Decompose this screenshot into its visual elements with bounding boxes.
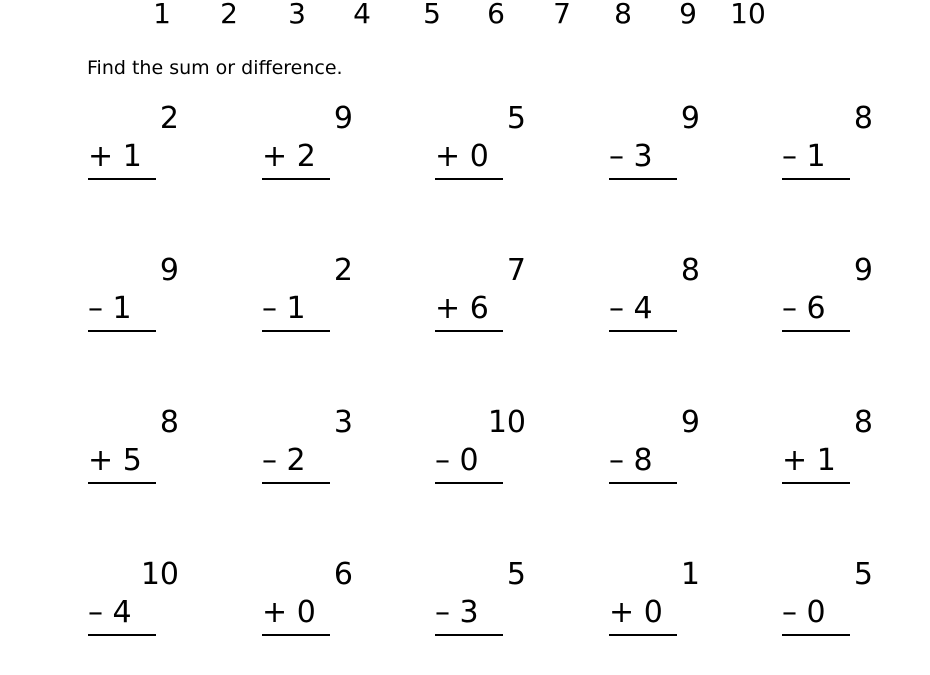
math-problem bbox=[262, 403, 382, 523]
operator-line bbox=[609, 289, 653, 329]
operator-sign: + bbox=[435, 139, 461, 174]
operator-sign: – bbox=[609, 443, 624, 478]
bottom-number: 8 bbox=[633, 443, 653, 478]
operator-sign: – bbox=[782, 595, 797, 630]
bottom-number: 6 bbox=[469, 291, 489, 326]
answer-line bbox=[88, 178, 156, 180]
top-number: 10 bbox=[487, 405, 526, 440]
bottom-number: 2 bbox=[286, 443, 306, 478]
top-number: 3 bbox=[333, 405, 353, 440]
math-problem bbox=[88, 555, 208, 675]
math-problem bbox=[262, 99, 382, 219]
operator-line bbox=[88, 289, 132, 329]
operator-sign: – bbox=[609, 139, 624, 174]
top-number: 6 bbox=[333, 557, 353, 592]
answer-line bbox=[782, 330, 850, 332]
top-number: 8 bbox=[853, 101, 873, 136]
number-line bbox=[0, 0, 930, 34]
operator-line bbox=[782, 137, 826, 177]
top-number: 8 bbox=[159, 405, 179, 440]
math-problem bbox=[609, 99, 729, 219]
math-problem bbox=[782, 251, 902, 371]
operator-sign: – bbox=[262, 291, 277, 326]
operator-line bbox=[262, 593, 316, 633]
answer-line bbox=[609, 178, 677, 180]
operator-sign: + bbox=[782, 443, 808, 478]
math-problem bbox=[88, 99, 208, 219]
answer-line bbox=[435, 634, 503, 636]
top-number: 9 bbox=[680, 405, 700, 440]
operator-line bbox=[88, 441, 142, 481]
answer-line bbox=[435, 178, 503, 180]
answer-line bbox=[609, 634, 677, 636]
answer-line bbox=[262, 482, 330, 484]
operator-line bbox=[88, 137, 142, 177]
operator-line bbox=[435, 593, 479, 633]
operator-sign: + bbox=[435, 291, 461, 326]
math-problem bbox=[609, 251, 729, 371]
bottom-number: 5 bbox=[122, 443, 142, 478]
math-problem bbox=[435, 403, 555, 523]
top-number: 9 bbox=[333, 101, 353, 136]
answer-line bbox=[262, 634, 330, 636]
operator-sign: + bbox=[262, 139, 288, 174]
operator-sign: + bbox=[609, 595, 635, 630]
bottom-number: 3 bbox=[633, 139, 653, 174]
operator-line bbox=[262, 289, 306, 329]
operator-sign: + bbox=[88, 139, 114, 174]
bottom-number: 1 bbox=[286, 291, 306, 326]
math-problem bbox=[609, 555, 729, 675]
math-problem bbox=[782, 403, 902, 523]
answer-line bbox=[782, 482, 850, 484]
operator-sign: – bbox=[435, 443, 450, 478]
number-line-item: 7 bbox=[553, 0, 571, 30]
number-line-item: 1 bbox=[153, 0, 171, 30]
bottom-number: 2 bbox=[296, 139, 316, 174]
answer-line bbox=[88, 634, 156, 636]
number-line-item: 9 bbox=[679, 0, 697, 30]
answer-line bbox=[88, 330, 156, 332]
math-problem bbox=[435, 99, 555, 219]
answer-line bbox=[262, 178, 330, 180]
top-number: 5 bbox=[506, 557, 526, 592]
math-problem bbox=[782, 555, 902, 675]
operator-line bbox=[782, 289, 826, 329]
bottom-number: 0 bbox=[459, 443, 479, 478]
math-problem bbox=[88, 403, 208, 523]
top-number: 2 bbox=[159, 101, 179, 136]
bottom-number: 6 bbox=[806, 291, 826, 326]
top-number: 5 bbox=[506, 101, 526, 136]
operator-line bbox=[262, 441, 306, 481]
number-line-item: 3 bbox=[288, 0, 306, 30]
bottom-number: 4 bbox=[633, 291, 653, 326]
bottom-number: 0 bbox=[806, 595, 826, 630]
math-problem bbox=[782, 99, 902, 219]
top-number: 8 bbox=[853, 405, 873, 440]
top-number: 7 bbox=[506, 253, 526, 288]
operator-line bbox=[435, 441, 479, 481]
answer-line bbox=[782, 634, 850, 636]
math-problem bbox=[435, 555, 555, 675]
number-line-item: 2 bbox=[220, 0, 238, 30]
top-number: 5 bbox=[853, 557, 873, 592]
math-problem bbox=[262, 251, 382, 371]
operator-sign: – bbox=[782, 139, 797, 174]
number-line-item: 8 bbox=[614, 0, 632, 30]
math-problem bbox=[88, 251, 208, 371]
top-number: 9 bbox=[680, 101, 700, 136]
number-line-item: 10 bbox=[730, 0, 766, 30]
answer-line bbox=[609, 330, 677, 332]
operator-sign: – bbox=[609, 291, 624, 326]
bottom-number: 1 bbox=[806, 139, 826, 174]
answer-line bbox=[435, 330, 503, 332]
operator-sign: + bbox=[262, 595, 288, 630]
answer-line bbox=[609, 482, 677, 484]
number-line-item: 5 bbox=[423, 0, 441, 30]
operator-sign: – bbox=[782, 291, 797, 326]
operator-line bbox=[88, 593, 132, 633]
operator-sign: – bbox=[262, 443, 277, 478]
operator-sign: – bbox=[88, 291, 103, 326]
operator-line bbox=[782, 441, 836, 481]
instruction-text: Find the sum or difference. bbox=[87, 57, 343, 79]
top-number: 2 bbox=[333, 253, 353, 288]
math-problem bbox=[262, 555, 382, 675]
top-number: 9 bbox=[159, 253, 179, 288]
top-number: 10 bbox=[140, 557, 179, 592]
answer-line bbox=[782, 178, 850, 180]
operator-line bbox=[609, 441, 653, 481]
bottom-number: 0 bbox=[296, 595, 316, 630]
number-line-item: 6 bbox=[487, 0, 505, 30]
operator-line bbox=[435, 289, 489, 329]
operator-line bbox=[435, 137, 489, 177]
answer-line bbox=[435, 482, 503, 484]
operator-sign: + bbox=[88, 443, 114, 478]
math-problem bbox=[435, 251, 555, 371]
bottom-number: 1 bbox=[122, 139, 142, 174]
bottom-number: 3 bbox=[459, 595, 479, 630]
top-number: 9 bbox=[853, 253, 873, 288]
number-line-item: 4 bbox=[353, 0, 371, 30]
top-number: 1 bbox=[680, 557, 700, 592]
operator-sign: – bbox=[88, 595, 103, 630]
math-problem bbox=[609, 403, 729, 523]
answer-line bbox=[262, 330, 330, 332]
bottom-number: 0 bbox=[643, 595, 663, 630]
bottom-number: 1 bbox=[816, 443, 836, 478]
operator-line bbox=[609, 593, 663, 633]
answer-line bbox=[88, 482, 156, 484]
operator-line bbox=[782, 593, 826, 633]
bottom-number: 1 bbox=[112, 291, 132, 326]
operator-sign: – bbox=[435, 595, 450, 630]
operator-line bbox=[609, 137, 653, 177]
operator-line bbox=[262, 137, 316, 177]
top-number: 8 bbox=[680, 253, 700, 288]
bottom-number: 0 bbox=[469, 139, 489, 174]
bottom-number: 4 bbox=[112, 595, 132, 630]
